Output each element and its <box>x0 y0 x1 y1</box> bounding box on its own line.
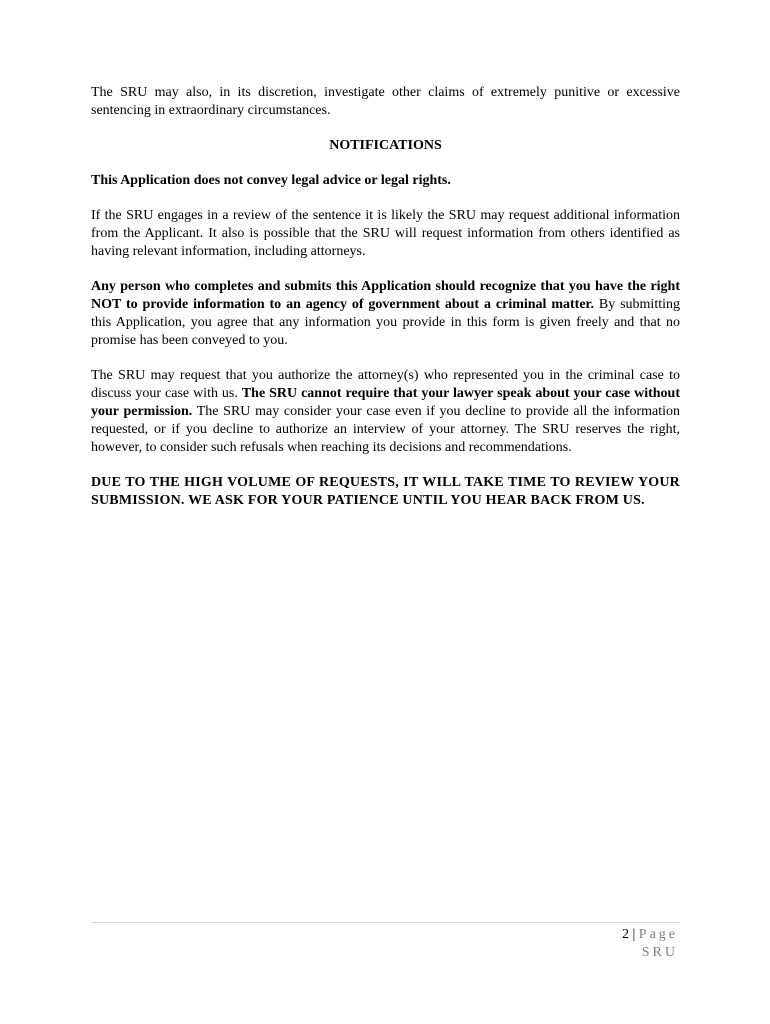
footer-org: SRU <box>641 945 678 960</box>
page-footer <box>622 926 678 962</box>
rights-rest-text: By submitting this Application, you agree that any information you provide in this form is given freely and that no promise has been conveyed to you. <box>91 297 680 348</box>
review-paragraph: If the SRU engages in a review of the sentence it is likely the SRU may request additional information from the Applicant. It also is possible that the SRU will request information from others identified as having relevant information, including attorneys. <box>91 208 680 259</box>
page-separator: | <box>628 927 639 942</box>
rights-bold-text: Any person who completes and submits this Application should recognize that you have the right NOT to provide information to an agency of government about a criminal matter. <box>91 279 680 312</box>
disclaimer-paragraph: This Application does not convey legal advice or legal rights. <box>91 173 451 188</box>
page-number-line <box>622 926 678 944</box>
attorney-rest-text: The SRU may consider your case even if you decline to provide all the information requested, or if you decline to authorize an interview of your attorney. The SRU reserves the right, however, to consider such refusals when reaching its decisions and recommendations. <box>91 404 680 455</box>
footer-rule <box>91 922 680 923</box>
page-word: Page <box>638 927 678 942</box>
volume-notice: DUE TO THE HIGH VOLUME OF REQUESTS, IT WILL TAKE TIME TO REVIEW YOUR SUBMISSION. WE ASK FOR YOUR PATIENCE UNTIL YOU HEAR BACK FROM US. <box>91 475 680 508</box>
intro-paragraph: The SRU may also, in its discretion, investigate other claims of extremely punitive or excessive sentencing in extraordinary circumstances. <box>91 85 680 118</box>
section-heading: NOTIFICATIONS <box>329 138 442 153</box>
attorney-paragraph <box>91 367 680 457</box>
page-number: 2 <box>621 927 629 942</box>
attorney-start-text: The SRU may request that you authorize the attorney(s) who represented you in the criminal case to discuss your case with us. <box>91 368 680 401</box>
rights-paragraph <box>91 278 680 350</box>
page-body <box>91 84 680 510</box>
attorney-bold-text: The SRU cannot require that your lawyer speak about your case without your permission. <box>91 386 680 419</box>
